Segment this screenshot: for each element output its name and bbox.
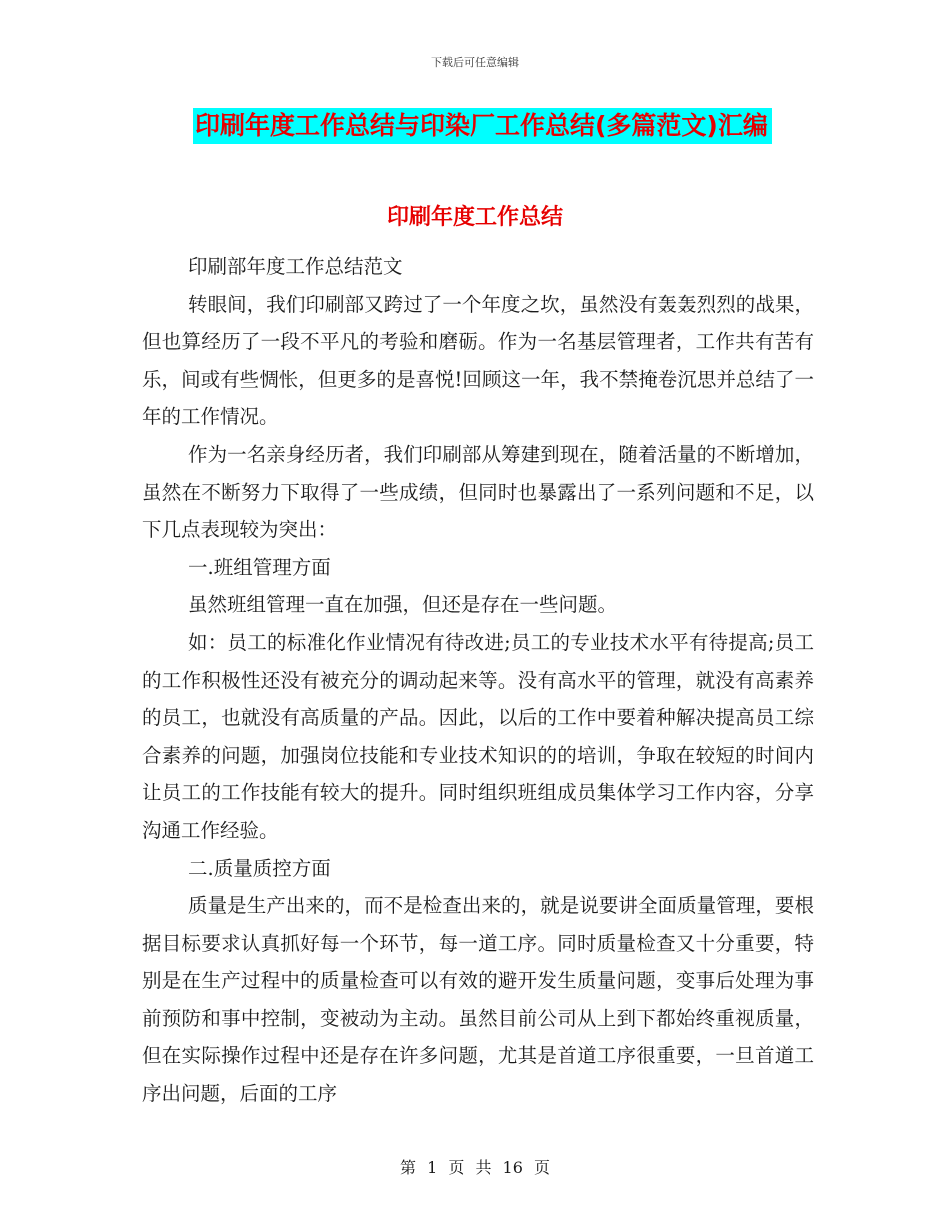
paragraph: 如：员工的标准化作业情况有待改进;员工的专业技术水平有待提高;员工的工作积极性还没有被充分的调动起来等。没有高水平的管理，就没有高素养的员工，也就没有高质量的产品。因此，以后的工作中要着种解决提高员工综合素养的问题，加强岗位技能和专业技术知识的的培训，争取在较短的时间内让员工的工作技能有较大的提升。同时组织班组成员集体学习工作内容，分享沟通工作经验。 <box>142 630 814 842</box>
paragraph: 作为一名亲身经历者，我们印刷部从筹建到现在，随着活量的不断增加，虽然在不断努力下取得了一些成绩，但同时也暴露出了一系列问题和不足，以下几点表现较为突出： <box>142 442 814 542</box>
paragraph-heading: 二.质量质控方面 <box>188 856 331 880</box>
document-body <box>142 248 814 1113</box>
paragraph-subtitle: 印刷部年度工作总结范文 <box>188 255 403 278</box>
paragraph-heading: 一.班组管理方面 <box>188 555 331 579</box>
header-note: 下载后可任意编辑 <box>431 56 519 69</box>
page-footer: 第 1 页 共 16 页 <box>400 1158 550 1177</box>
paragraph: 质量是生产出来的，而不是检查出来的，就是说要讲全面质量管理，要根据目标要求认真抓好每一个环节，每一道工序。同时质量检查又十分重要，特别是在生产过程中的质量检查可以有效的避开发生质量问题，变事后处理为事前预防和事中控制，变被动为主动。虽然目前公司从上到下都始终重视质量，但在实际操作过程中还是存在许多问题，尤其是首道工序很重要，一旦首道工序出问题，后面的工序 <box>142 894 814 1106</box>
document-title: 印刷年度工作总结与印染厂工作总结(多篇范文)汇编 <box>193 108 772 144</box>
section-title: 印刷年度工作总结 <box>386 205 563 230</box>
paragraph: 转眼间，我们印刷部又跨过了一个年度之坎，虽然没有轰轰烈烈的战果，但也算经历了一段不平凡的考验和磨砺。作为一名基层管理者，工作共有苦有乐，间或有些惆怅，但更多的是喜悦!回顾这一年，我不禁掩卷沉思并总结了一年的工作情况。 <box>142 292 814 429</box>
paragraph: 虽然班组管理一直在加强，但还是存在一些问题。 <box>188 593 618 617</box>
